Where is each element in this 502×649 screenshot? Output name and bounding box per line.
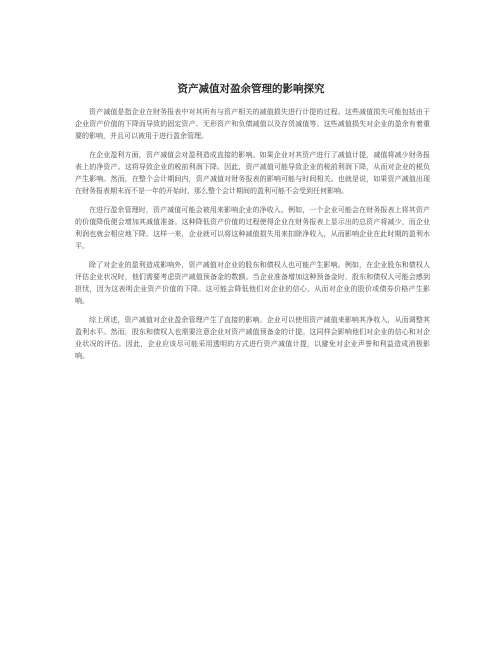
paragraph-5: 综上所述，资产减值对企业盈余管理产生了直接的影响。企业可以使用资产减值来影响其净收入，从而调整其盈利水平。然而，股东和债权人也需要注意企业对资产减值预备金的计提。这同样会影响他们对企业的信心和对企业状况的评估。因此，企业应该尽可能采用透明的方式进行资产减值计提，以避免对企业声誉和利益造成消极影响。 xyxy=(75,316,430,360)
paragraph-1: 资产减值是指企业在财务报表中对其所有与资产相关的减值损失进行计提的过程。这些减值损失可能包括由于企业资产价值的下降而导致的固定资产、无形资产和负债减值以及存货减值等。这些减值损失对企业的盈余有着重要的影响，并且可以被用于进行盈余管理。 xyxy=(75,108,430,140)
paragraph-3: 在进行盈余管理时，资产减值可能会被用来影响企业的净收入。例如，一个企业可能会在财务报表上将其资产的价值降低便会增加其减值准备。这种降低资产价值的过程使得企业在财务报表上显示出的总资产将减少，而企业利润也就会相应地下降。这样一来，企业就可以将这种减值损失用来扣除净收入，从而影响企业在此时期的盈利水平。 xyxy=(75,206,430,250)
document-body xyxy=(75,106,430,369)
document-title: 资产减值对盈余管理的影响探究 xyxy=(177,83,325,95)
paragraph-4: 除了对企业的盈利造成影响外，资产减值对企业的股东和债权人也可能产生影响。例如，在企业股东和债权人评估企业状况时，他们需要考虑资产减值预备金的数额。当企业准备增加这种预备金时，股东和债权人可能会感到担忧，因为这表明企业资产价值的下降。这可能会降低他们对企业的信心，从而对企业的股价或债券价格产生影响。 xyxy=(75,261,430,305)
paragraph-2: 在企业盈利方面，资产减值会对盈利造成直接的影响。如果企业对其资产进行了减值计提，减值将减少财务报表上的净资产。这将导致企业的税前利润下降。因此，资产减值可能导致企业的税前利润下降，从而对企业的税负产生影响。然而，在整个会计期间内，资产减值对财务报表的影响可能与时间相关。也就是说，如果资产减值出现在财务报表期末而不是一年的开始时，那么整个会计期间的盈利可能不会受到任何影响。 xyxy=(75,151,430,195)
